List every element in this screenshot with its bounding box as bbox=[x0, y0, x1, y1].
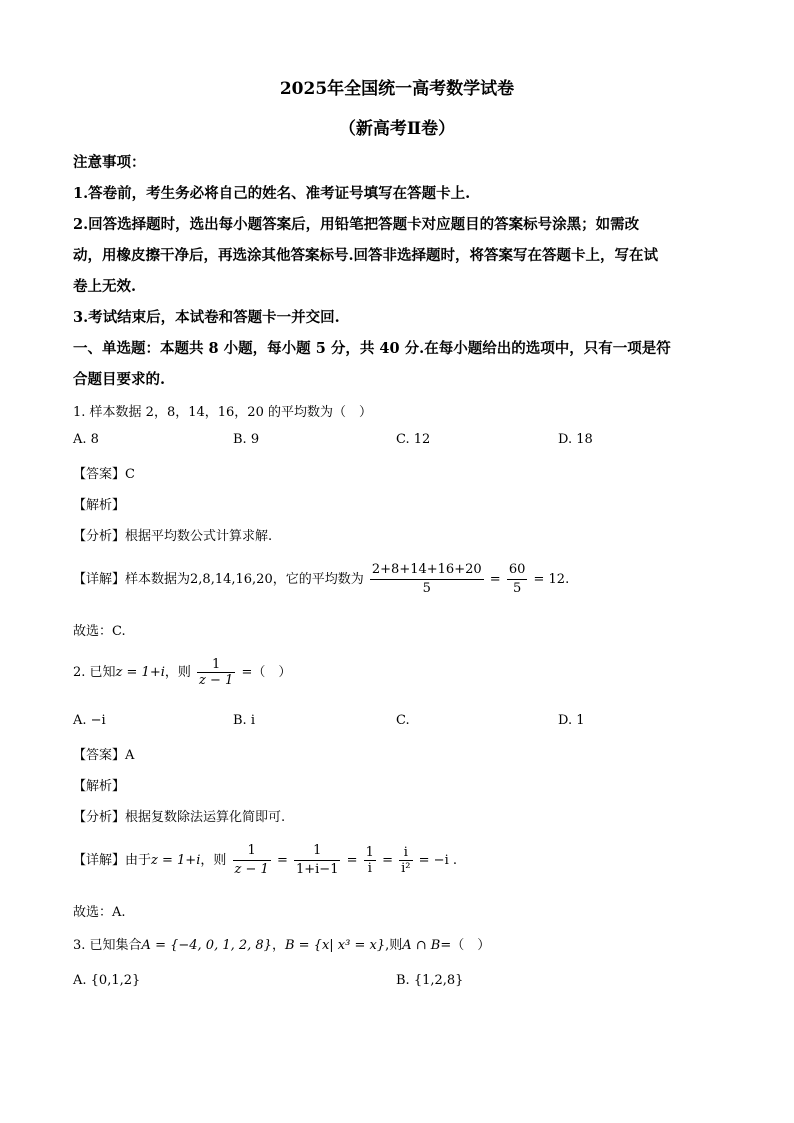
q1-fenxi-text: 根据平均数公式计算求解. bbox=[125, 529, 273, 544]
q1-detail-mid: ，它的平均数为 bbox=[272, 572, 364, 587]
q2-stem-frac: $\frac{1}{z - 1}$ bbox=[199, 657, 234, 688]
q1-answer-value: C bbox=[125, 467, 135, 482]
q1-option-c: C. 12 bbox=[396, 432, 431, 447]
q1-detail-data: 2,8,14,16,20 bbox=[190, 572, 273, 587]
q2-option-d: D. 1 bbox=[558, 713, 585, 728]
xiangjie-label: 【详解】 bbox=[73, 572, 126, 587]
q1-option-a: A. 8 bbox=[73, 432, 99, 447]
section-1-heading-line-1: 一、单选题：本题共 8 小题，每小题 5 分，共 40 分.在每小题给出的选项中，只有一项是符 bbox=[73, 340, 671, 357]
section-1-heading-line-2: 合题目要求的. bbox=[73, 371, 166, 388]
q1-choice: C. bbox=[112, 624, 126, 639]
q2-frac-2: $\frac{1}{1+i-1}$ bbox=[295, 843, 339, 877]
notice-item-1: 1.答卷前，考生务必将自己的姓名、准考证号填写在答题卡上. bbox=[73, 185, 471, 202]
q2-option-a: A. −i bbox=[73, 713, 106, 728]
q2-option-c: C. bbox=[396, 713, 410, 728]
notice-item-2-line-2: 动，用橡皮擦干净后，再选涂其他答案标号.回答非选择题时，将答案写在答题卡上，写在试 bbox=[73, 247, 659, 264]
q1-detail-result: = 12. bbox=[533, 572, 570, 587]
q2-fenxi-text: 根据复数除法运算化简即可. bbox=[125, 810, 286, 825]
q2-answer-value: A bbox=[125, 748, 135, 763]
q1-frac-sum: $\frac{2+8+14+16+20}{5}$ bbox=[371, 562, 482, 596]
fenxi-label: 【分析】 bbox=[73, 529, 126, 544]
q1-jiexi-label: 【解析】 bbox=[73, 498, 126, 513]
q1-detail-pre: 样本数据为 bbox=[125, 572, 191, 587]
notice-item-2-line-3: 卷上无效. bbox=[73, 278, 137, 295]
notice-item-3: 3.考试结束后，本试卷和答题卡一并交回. bbox=[73, 309, 340, 326]
q2-fenxi-row: 【分析】根据复数除法运算化简即可. bbox=[73, 810, 286, 825]
q3-expr: A ∩ B bbox=[402, 938, 441, 953]
q2-frac-1: $\frac{1}{z - 1}$ bbox=[234, 843, 269, 877]
q1-option-d: D. 18 bbox=[558, 432, 593, 447]
exam-subtitle: （新高考Ⅱ卷） bbox=[338, 119, 456, 139]
q2-choice-row: 故选：A. bbox=[73, 905, 126, 920]
q2-detail-row: 【详解】由于z = 1+i，则 $\frac{1}{z - 1}$ = $\frac{1}{1+i-1}$ = $\frac{1}{i}$ = $\frac{i}{\text{i²}}$ = −i . bbox=[73, 843, 457, 877]
q3-option-b: B. {1,2,8} bbox=[396, 973, 464, 988]
guxuan-label: 故选： bbox=[73, 624, 113, 639]
q2-stem: 2. 已知z = 1+i，则 $\frac{1}{z - 1}$ =（ ） bbox=[73, 657, 292, 688]
notice-heading: 注意事项： bbox=[73, 154, 146, 171]
q3-option-a: A. {0,1,2} bbox=[73, 973, 141, 988]
q2-answer-row: 【答案】A bbox=[73, 748, 135, 763]
q2-jiexi-label: 【解析】 bbox=[73, 779, 126, 794]
notice-item-2-line-1: 2.回答选择题时，选出每小题答案后，用铅笔把答题卡对应题目的答案标号涂黑；如需改 bbox=[73, 216, 640, 233]
q1-stem: 1. 样本数据 2，8，14，16，20 的平均数为（ ） bbox=[73, 405, 372, 420]
q1-answer-row bbox=[73, 463, 135, 482]
q1-detail-row: 【详解】样本数据为2,8,14,16,20，它的平均数为 $\frac{2+8+14+16+20}{5}$ = $\frac{60}{5}$ = 12. bbox=[73, 562, 570, 596]
q2-frac-4: $\frac{i}{\text{i²}}$ bbox=[401, 845, 411, 876]
answer-label: 【答案】 bbox=[73, 467, 126, 482]
q1-fenxi-row bbox=[73, 525, 272, 544]
q3-stem: 3. 已知集合A = {−4, 0, 1, 2, 8}，B = {x| x³ = x},则A ∩ B=（ ） bbox=[73, 938, 491, 953]
q1-option-b: B. 9 bbox=[233, 432, 260, 447]
exam-title: 2025年全国统一高考数学试卷 bbox=[279, 79, 515, 99]
q2-option-b: B. i bbox=[233, 713, 255, 728]
q2-choice: A. bbox=[112, 905, 126, 920]
q1-frac-sixty: $\frac{60}{5}$ bbox=[508, 562, 526, 596]
q3-set-b: B = {x| x³ = x} bbox=[284, 938, 386, 953]
q2-frac-3: $\frac{1}{i}$ bbox=[365, 845, 374, 876]
q1-choice-row bbox=[73, 620, 126, 639]
q3-set-a: A = {−4, 0, 1, 2, 8} bbox=[141, 938, 272, 953]
